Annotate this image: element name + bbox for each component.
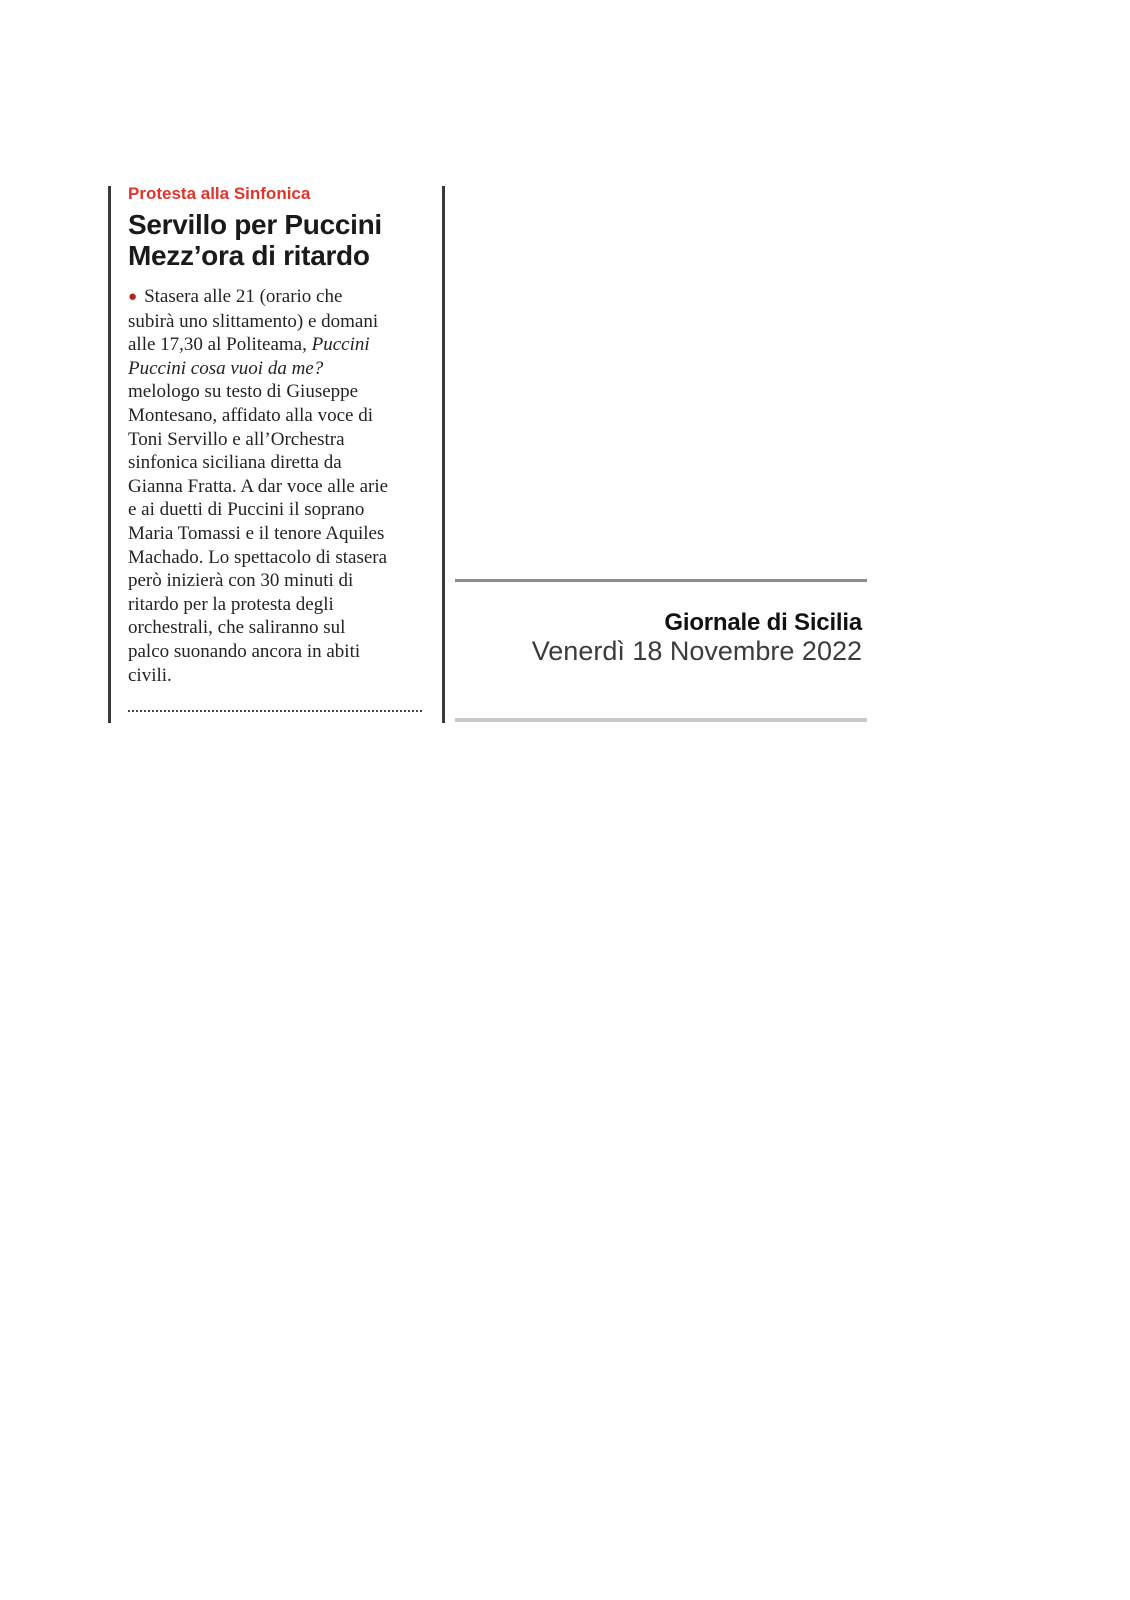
body-line xyxy=(128,333,428,357)
body-line xyxy=(128,380,428,404)
headline xyxy=(128,209,428,271)
body-line xyxy=(128,569,428,593)
text-segment: palco suonando ancora in abiti xyxy=(128,640,361,662)
body-line xyxy=(128,475,428,499)
text-segment: ritardo per la protesta degli xyxy=(128,593,334,615)
text-segment: orchestrali, che saliranno sul xyxy=(128,617,346,639)
body-line xyxy=(128,522,428,546)
red-bullet-icon: ● xyxy=(128,289,138,305)
italic-text-segment: Puccini cosa vuoi da me? xyxy=(128,357,324,379)
masthead xyxy=(455,579,867,724)
text-segment: Montesano, affidato alla voce di xyxy=(128,404,373,426)
article-kicker: Protesta alla Sinfonica xyxy=(128,184,311,203)
text-segment: Maria Tomassi e il tenore Aquiles xyxy=(128,522,385,544)
masthead-top-rule xyxy=(455,579,867,582)
text-segment: Machado. Lo spettacolo di stasera xyxy=(128,546,388,568)
body-line xyxy=(128,451,428,475)
body-line xyxy=(128,285,428,310)
headline-line: Mezz’ora di ritardo xyxy=(128,240,370,271)
headline-line: Servillo per Puccini xyxy=(128,209,382,240)
body-line xyxy=(128,428,428,452)
issue-date: Venerdì 18 Novembre 2022 xyxy=(531,636,862,666)
text-segment: Stasera alle 21 (orario che xyxy=(144,286,343,307)
body-line xyxy=(128,357,428,381)
text-segment: melologo su testo di Giuseppe xyxy=(128,381,359,403)
body-line xyxy=(128,616,428,640)
body-line xyxy=(128,593,428,617)
newspaper-title: Giornale di Sicilia xyxy=(664,609,862,636)
text-segment: e ai duetti di Puccini il soprano xyxy=(128,499,365,521)
body-line xyxy=(128,640,428,664)
text-segment: Gianna Fratta. A dar voce alle arie xyxy=(128,475,389,497)
body-line xyxy=(128,404,428,428)
text-segment: civili. xyxy=(128,664,172,686)
article-body xyxy=(128,285,428,687)
body-line xyxy=(128,664,428,688)
text-segment: però inizierà con 30 minuti di xyxy=(128,570,354,592)
left-column-rule xyxy=(108,186,111,723)
body-line xyxy=(128,310,428,334)
article xyxy=(128,184,428,712)
middle-column-rule xyxy=(442,186,445,723)
dotted-separator xyxy=(128,710,422,712)
text-segment: Toni Servillo e all’Orchestra xyxy=(128,428,345,450)
text-segment: sinfonica siciliana diretta da xyxy=(128,452,342,474)
text-segment: alle 17,30 al Politeama, xyxy=(128,334,312,356)
text-segment: subirà uno slittamento) e domani xyxy=(128,310,379,332)
body-line xyxy=(128,546,428,570)
masthead-bottom-rule xyxy=(455,718,867,722)
body-line xyxy=(128,498,428,522)
italic-text-segment: Puccini xyxy=(311,334,370,356)
masthead-text xyxy=(532,609,862,666)
